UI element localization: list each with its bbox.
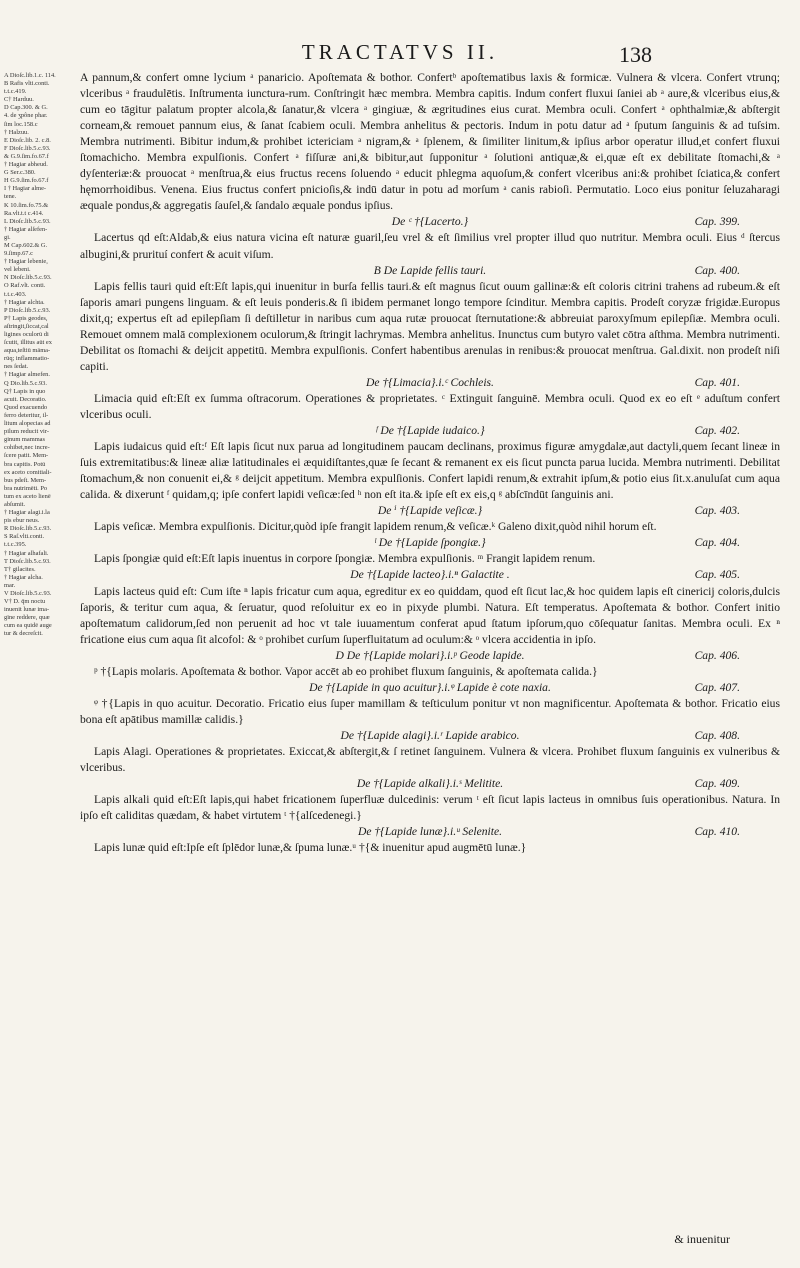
margin-note: Q† Lapis in quo bbox=[4, 387, 46, 395]
chapter-heading bbox=[80, 375, 780, 391]
margin-note: N Dioſc.lib.5.c.93. bbox=[4, 274, 52, 282]
chapter-title: De †{Lapide alkali}.i.ˢ Melitite. bbox=[356, 777, 504, 791]
margin-note: aſtringit,ſiccat,cal bbox=[4, 322, 49, 330]
body-paragraph: A pannum,& confert omne lycium ᵃ panaricio. Apoſtemata & bothor. Confertᵇ apoſtematibus laxis & formicæ. Vulnera & vlcera. Confert vtrunq; vlceribus ᵃ fraudulētis. Inſtrumenta iunctura-rum. Conſtringit hæc membra. Membra capitis. Indum confert fluxui ſaniei ab ᵃ aure,& vlceribus eius,& cum eo tāgitur palatum propter alcola,& ſanatur,& vlcera ᵃ gingiuæ, & ægritudines eius curat. Membra oculi. Confert ᵃ ophthalmiæ,& abſtergit corneam,& remouet pannum eius, & ſanat ſcabiem oculi. Membra anhelitus & pectoris. Indum in potu datur ad ᵃ ſputum ſanguinis & ad tuſsim. Membra nutrimenti. Bibitur indum,& prohibet ictericiam ᵃ nigram,& ᵃ ſplenem, & ſimiliter linitum,& ipſius arbor operatur illud,et confert fluxui ſtomachicho. Membra expulſionis. Confert ᵃ fiſſuræ ani,& bibitur,aut ſupponitur ᵃ ſolutioni antiquæ,& ei,quæ eſt ex debilitate ſtomachi,& ᵃ dyſenteriæ:& prouocat ᵃ menſtrua,& eius fructus recens ſoluendo ᵃ educit phlegma aquoſum,& confert vlceribus ani:& prohibet ſciatica,& confert hęmorrhoidibus. Venena. Eius fructus confert pnicioſis,& indū datur in potu ad morſum ᵃ canis rabioſi. Permutatio. Loco eius ponitur ſeluzaharagi æquale pondus,& aggregatis ſauſel,& ſandalo æquale pondus ipſius. bbox=[80, 71, 780, 213]
margin-note: rūq; inflammatio- bbox=[4, 355, 50, 363]
margin-note: K 10.ſim.fo.75.& bbox=[4, 201, 49, 209]
margin-note: ſcutit, illitus aūt ex bbox=[4, 339, 52, 347]
margin-note: T Dioſc.lib.5.c.93. bbox=[4, 557, 51, 565]
chapter-number: Cap. 399. bbox=[694, 215, 740, 229]
chapter-number: Cap. 401. bbox=[694, 375, 740, 389]
margin-note: t.t.c.419. bbox=[4, 88, 27, 96]
margin-note: 4. de ʒpône phar. bbox=[4, 112, 48, 120]
margin-note: † Hagiar alcha. bbox=[4, 573, 43, 581]
chapter-title: ˡ De †{Lapide ſpongiæ.} bbox=[374, 536, 486, 550]
page-number: 138 bbox=[619, 42, 652, 67]
margin-note: cohibet,nec incre- bbox=[4, 444, 50, 452]
chapter-number: Cap. 410. bbox=[694, 825, 740, 839]
margin-note: ginum mammas bbox=[4, 436, 46, 444]
margin-note: D Cap.300. & G. bbox=[4, 104, 48, 112]
margin-note: H G.9.ſim.fo.67.f bbox=[4, 177, 49, 185]
chapter-heading bbox=[80, 503, 780, 519]
body-paragraph: Lapis veſicæ. Membra expulſionis. Dicitur,quòd ipſe frangit lapidem renum,& veſicæ.ᵏ Galeno dixit,quòd nihil horum eſt. bbox=[94, 520, 657, 534]
margin-note: C† Harduu. bbox=[4, 96, 34, 104]
margin-note: Ra.vlt.t.t c.414. bbox=[4, 209, 44, 217]
margin-note: † Hagiar alhafali. bbox=[4, 549, 49, 557]
main-text bbox=[80, 70, 780, 1250]
margin-note: cum ea quidē auge bbox=[4, 622, 52, 630]
chapter-title: De ⁱ †{Lapide veſicæ.} bbox=[377, 504, 483, 518]
margin-note: † Hagiar alchta. bbox=[4, 298, 45, 306]
margin-note: tene. bbox=[4, 193, 17, 201]
margin-notes bbox=[4, 72, 66, 1252]
chapter-title: B De Lapide fellis tauri. bbox=[373, 263, 487, 277]
chapter-heading bbox=[80, 680, 780, 696]
margin-note: aqua,teſtiū māma- bbox=[4, 347, 51, 355]
margin-note: † Hagiar abheud. bbox=[4, 161, 48, 169]
margin-note: mar. bbox=[4, 581, 16, 589]
margin-note: P Dioſc.lib.5.c.93. bbox=[4, 306, 51, 314]
margin-note: ligines oculorū di bbox=[4, 331, 49, 338]
margin-note: & G.9.ſim.fo.67.f bbox=[4, 152, 49, 160]
body-paragraph: Lapis Alagi. Operationes & proprietates. Exiccat,& abſtergit,& ſ retinet ſanguinem. Vulnera & vlcera. Prohibet fluxum ſanguinis ex vulneribus & vlceribus. bbox=[80, 744, 780, 775]
chapter-title: De ᶜ †{Lacerto.} bbox=[391, 215, 469, 229]
body-paragraph: Lapis lunæ quid eſt:Ipſe eſt ſplēdor lunæ,& ſpuma lunæ.ᵘ †{& inuenitur apud augmētū lunæ.} bbox=[94, 841, 527, 855]
margin-note: T† gilacites. bbox=[4, 565, 36, 573]
chapter-title: D De †{Lapide molari}.i.ᵖ Geode lapide. bbox=[335, 648, 525, 662]
margin-note: G Ser.c.380. bbox=[4, 169, 36, 177]
chapter-heading bbox=[80, 728, 780, 744]
body-paragraph: ᵖ †{Lapis molaris. Apoſtemata & bothor. Vapor accēt ab eo prohibet fluxum ſanguinis, & apoſtemata calida.} bbox=[94, 664, 598, 678]
margin-note: inuenit lunæ ima- bbox=[4, 606, 50, 614]
margin-note: pis ebur neus. bbox=[4, 517, 40, 525]
chapter-number: Cap. 402. bbox=[694, 424, 740, 438]
margin-note: R Dioſc.lib.5.c.93. bbox=[4, 525, 52, 533]
margin-note: ſim loc.158.c bbox=[4, 120, 38, 128]
body-paragraph: Lapis lacteus quid eſt: Cum iſte ⁿ lapis fricatur cum aqua, egreditur ex eo quiddam, quod eſt ſicut lac,& hoc quidem lapis eſt cinericij coloris,dulcis ſaporis, & teritur cum aqua, & ſeruatur, quod reſoluitur ex eo in pixyde plumbi. Natura. Eſt temperatus. Apoſtemata & bothor. Confert initio apoſtematum calidorum,ſed non peruenit ad hoc vt tale iuuamentum conferat apud ſtatum ipſorum,quo cōſequatur ſanitas. Membra oculi. Ex ⁿ fricatione eius cum aqua ſit alcofol: & ᵒ prohibet curſum ſuperfluitatum ad oculum:& ᵒ vlcera accidentia in ipſo. bbox=[80, 584, 780, 646]
running-title: TRACTATVS II. bbox=[301, 40, 499, 64]
margin-note: † Hagiar lebenie, bbox=[4, 258, 48, 266]
chapter-title: De †{Limacia}.i.ᶜ Cochleis. bbox=[366, 375, 494, 389]
margin-note: tur & decreſcit. bbox=[4, 630, 43, 638]
margin-note: abſumit. bbox=[4, 500, 26, 508]
margin-note: P† Lapis geodes, bbox=[4, 314, 48, 322]
margin-note: B Rafis vlti.conti. bbox=[4, 80, 50, 88]
chapter-title: De †{Lapide lacteo}.i.ⁿ Galactite . bbox=[350, 568, 510, 582]
margin-note: A Dioſc.lib.1.c. 114. bbox=[4, 72, 56, 79]
margin-note: ex aceto comitiali- bbox=[4, 468, 52, 476]
margin-note: † Hagiar alſefen- bbox=[4, 225, 48, 233]
margin-note: t.t.c.395. bbox=[4, 541, 27, 549]
margin-note: pilum reducit vir- bbox=[4, 428, 49, 436]
margin-note: tum ex aceto lienē bbox=[4, 492, 51, 500]
body-paragraph: Lacertus qd eſt:Aldab,& eius natura vicina eſt naturæ guaril,ſeu vrel & eſt ſimilius vrel propter illud quo nutritur. Membra oculi. Eius ᵈ ſtercus albugini,& prurituí confert & acuit viſum. bbox=[80, 231, 780, 261]
body-paragraph: Lapis alkali quid eſt:Eſt lapis,qui habet fricationem ſuperfluæ dulcedinis: verum ᵗ eſt ſicut lapis lacteus in omnibus ſuis operationibus. Natura. In ipſo eſt caliditas quædam, & habet virtutem ᵗ †{alſcedenegi.} bbox=[80, 793, 780, 823]
chapter-number: Cap. 403. bbox=[694, 504, 740, 518]
body-paragraph: Limacia quid eſt:Eſt ex ſumma oſtracorum. Operationes & proprietates. ᶜ Extinguit ſanguinē. Membra oculi. Quod ex eo eſt ᵉ aduſtum confert vlceribus oculi. bbox=[80, 391, 780, 421]
body-paragraph: ᵠ †{Lapis in quo acuitur. Decoratio. Fricatio eius ſuper mamillam & teſticulum ponitur vt non magnificentur. Apoſtemata & bothor. Fricatio eius bona eſt apātibus mamillæ calidis.} bbox=[80, 696, 780, 726]
margin-note: S Raſ.vlti.conti. bbox=[4, 533, 45, 541]
chapter-title: De †{Lapide lunæ}.i.ᵘ Selenite. bbox=[357, 825, 503, 839]
margin-note: I † Hagiar alme- bbox=[4, 185, 47, 193]
margin-note: gīne reddere, quæ bbox=[4, 614, 50, 622]
margin-note: 9.ſimp.67.c bbox=[4, 250, 33, 258]
chapter-heading bbox=[80, 567, 780, 583]
margin-note: nes ſedat. bbox=[4, 363, 29, 371]
chapter-number: Cap. 407. bbox=[694, 680, 740, 694]
margin-note: litum alopecias ad bbox=[4, 420, 51, 428]
margin-note: Quod exacuendo bbox=[4, 403, 48, 411]
body-paragraph: Lapis iudaicus quid eſt:ᶠ Eſt lapis ſicut nux parua ad longitudinem paucam declinans, proximus figuræ amygdalæ,aut dactyli,quem ſecant lineæ in ſuis extremitatibus:& lineæ aliæ latitudinales ei æquidiſtantes,quæ ſe ſecant & remanent ex eis ſicut puncta parua lucida. Membra nutrimenti. Debilitat ſtomachum,& non conuenit ei,& ᵍ deijcit appetitum. Membra expulſionis. Confert lapidi renum,& extrahit ipſum,& potio eius ſit.x.anuluſat cum aqua calida. & dixerunt ᶠ quidam,q; ipſe confert lapidi veſicæ:ſed ʰ non eſt ita.& ipſe eſt ex eis,q ᵍ abſcīndūt ſanguinis ani. bbox=[80, 440, 780, 502]
margin-note: O Raf.vlt. conti. bbox=[4, 282, 46, 290]
chapter-heading bbox=[80, 423, 780, 439]
margin-note: vel lebeni. bbox=[4, 266, 31, 274]
margin-note: bra nutrimēti. Po bbox=[4, 484, 48, 492]
margin-note: acuit. Decoratio. bbox=[4, 395, 47, 403]
margin-note: L Dioſc.lib.5.c.93. bbox=[4, 217, 51, 225]
chapter-heading bbox=[80, 648, 780, 664]
margin-note: † Halzuu. bbox=[4, 128, 29, 136]
margin-note: V Dioſc.lib.5.c.93. bbox=[4, 590, 52, 597]
chapter-number: Cap. 408. bbox=[694, 728, 740, 742]
chapter-number: Cap. 406. bbox=[694, 648, 740, 662]
chapter-heading bbox=[80, 776, 780, 792]
chapter-heading bbox=[80, 263, 780, 279]
margin-note: bra capitis. Potū bbox=[4, 460, 46, 468]
catchword: & inuenitur bbox=[674, 1232, 730, 1246]
margin-note: Q Dio.lib.5.c.93. bbox=[4, 379, 47, 387]
chapter-number: Cap. 409. bbox=[694, 777, 740, 791]
margin-note: † Hagiar alagi.i.la bbox=[4, 509, 50, 517]
margin-note: V† D. q̄m noctu bbox=[4, 598, 46, 606]
chapter-title: De †{Lapide alagi}.i.ʳ Lapide arabico. bbox=[340, 728, 520, 742]
margin-note: bus pdeſt. Mem- bbox=[4, 476, 47, 484]
body-paragraph: Lapis ſpongiæ quid eſt:Eſt lapis inuentus in corpore ſpongiæ. Membra expulſionis. ᵐ Frangit lapidem renum. bbox=[94, 552, 596, 566]
margin-note: t.t.c.403. bbox=[4, 290, 27, 298]
chapter-heading bbox=[80, 214, 780, 230]
margin-note: ſcere patit. Mem- bbox=[4, 452, 49, 460]
margin-note: ferro deteritur, il- bbox=[4, 411, 49, 419]
chapter-number: Cap. 404. bbox=[694, 536, 740, 550]
margin-note: gi. bbox=[4, 233, 11, 241]
margin-note: E Dioſc.lib. 2. c.8. bbox=[4, 136, 51, 144]
chapter-heading bbox=[80, 824, 780, 840]
chapter-heading bbox=[80, 535, 780, 551]
margin-note: † Hagiar almefen. bbox=[4, 371, 50, 379]
chapter-number: Cap. 400. bbox=[694, 263, 740, 277]
margin-note: F Dioſc.lib.5.c.93. bbox=[4, 144, 51, 152]
chapter-title: De †{Lapide in quo acuitur}.i.ᵠ Lapide è cote naxia. bbox=[309, 680, 551, 694]
body-paragraph: Lapis fellis tauri quid eſt:Eſt lapis,qui inuenitur in burſa fellis tauri.& eſt magnus ſicut ouum gallinæ:& eſt coloris citrini trahens ad rubeum.& eſt ſaporis amari pungens linguam. & eſt leuis ponderis.& ſi ibidem permanet longo tempore ſcinditur. Membra capitis. Prodeſt coryzæ frigidæ.Europus dixit,q; expertus eſt ad epilepſiam ſi deſtilletur in naribus cum aqua rutæ prouocat ſternutatione:& abbreuiat paroxyſmum epilepſiæ. Membra oculi. Remouet omnem malā complexionem oculorum,& ſtringit lachrymas. Membra anhelitus. Inunctus cum butyro valet cōtra aſthma. Membra nutrimenti. Debilitat os ſtomachi & deijcit appetitū. Membra expulſionis. Confert habentibus arenulas in renibus:& prouocat menſtrua. Gal.dixit. non prodeſt niſi capiti. bbox=[80, 279, 780, 373]
chapter-number: Cap. 405. bbox=[694, 568, 740, 582]
chapter-title: ᶠ De †{Lapide iudaico.} bbox=[375, 424, 485, 438]
margin-note: M Cap.602.& G. bbox=[4, 241, 48, 249]
